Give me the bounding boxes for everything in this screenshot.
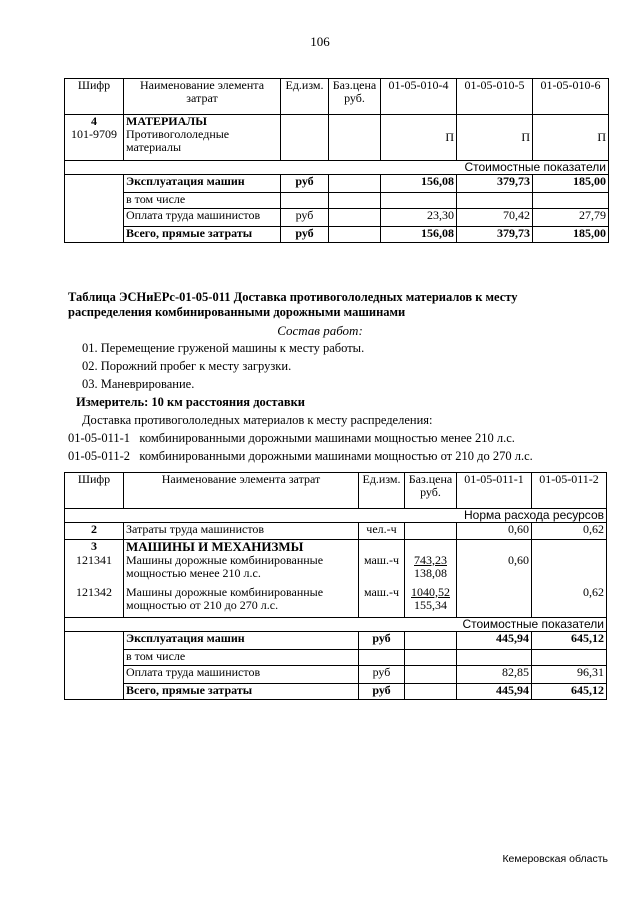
group-title: МАШИНЫ И МЕХАНИЗМЫ	[124, 540, 359, 554]
row-unit: руб	[359, 684, 405, 700]
row-name: Затраты труда машинистов	[124, 523, 359, 540]
header-col-1: 01-05-010-4	[381, 79, 457, 115]
resource-norm-label: Норма расхода ресурсов	[65, 509, 607, 523]
material-value-2: П	[457, 115, 533, 161]
row-value: 645,12	[532, 684, 607, 700]
table-row	[65, 632, 607, 650]
variant-text: комбинированными дорожными машинами мощностью от 210 до 270 л.с.	[139, 449, 533, 463]
header-unit: Ед.изм.	[359, 473, 405, 509]
header-unit: Ед.изм.	[281, 79, 329, 115]
variant-line	[68, 449, 533, 464]
table-row	[65, 540, 607, 554]
description: Доставка противогололедных материалов к месту распределения:	[82, 413, 433, 427]
work-step: 03. Маневрирование.	[82, 377, 195, 391]
resource-table-011	[64, 472, 607, 700]
cost-indicators-label: Стоимостные показатели	[65, 618, 607, 632]
work-step: 01. Перемещение груженой машины к месту работы.	[82, 341, 365, 355]
table-row	[65, 586, 607, 618]
material-value-1: П	[381, 115, 457, 161]
resource-table-010	[64, 78, 609, 243]
row-value: 82,85	[457, 666, 532, 684]
work-step: 02. Порожний пробег к месту загрузки.	[82, 359, 292, 373]
header-name: Наименование элемента затрат	[124, 79, 281, 115]
measure-unit: Измеритель: 10 км расстояния доставки	[76, 395, 306, 409]
table-row	[65, 684, 607, 700]
machine-unit: маш.-ч	[359, 586, 405, 618]
row-value: 185,00	[533, 175, 609, 193]
machine-value-1	[457, 586, 532, 618]
row-value: 379,73	[457, 227, 533, 243]
material-code: 101-9709	[71, 127, 117, 141]
row-value: 96,31	[532, 666, 607, 684]
group-number: 4	[91, 114, 97, 128]
variant-code: 01-05-011-1	[68, 431, 131, 445]
row-name: Всего, прямые затраты	[124, 684, 359, 700]
machine-value-2: 0,62	[532, 586, 607, 618]
price-bottom: 155,34	[414, 597, 447, 612]
row-unit: чел.-ч	[359, 523, 405, 540]
machine-code: 121341	[65, 554, 124, 586]
machine-name: Машины дорожные комбинированные мощностью от 210 до 270 л.с.	[124, 586, 359, 618]
table-row	[65, 175, 609, 193]
row-number: 2	[65, 523, 124, 540]
row-value: 445,94	[457, 684, 532, 700]
header-code: Шифр	[65, 473, 124, 509]
row-value: 27,79	[533, 209, 609, 227]
table-row	[65, 209, 609, 227]
header-name: Наименование элемента затрат	[124, 473, 359, 509]
row-value: 185,00	[533, 227, 609, 243]
row-name: Эксплуатация машин	[124, 175, 281, 193]
row-name: Оплата труда машинистов	[124, 666, 359, 684]
row-value: 645,12	[532, 632, 607, 650]
machine-name: Машины дорожные комбинированные мощностью менее 210 л.с.	[124, 554, 359, 586]
row-value: 23,30	[381, 209, 457, 227]
table-row	[65, 523, 607, 540]
page-number: 106	[310, 34, 330, 49]
table-row	[65, 666, 607, 684]
group-title: МАТЕРИАЛЫ	[126, 114, 207, 128]
region-footer: Кемеровская область	[502, 853, 608, 865]
material-name: Противогололедные материалы	[126, 127, 230, 154]
table-row	[65, 227, 609, 243]
machine-unit: маш.-ч	[359, 554, 405, 586]
row-unit: руб	[359, 632, 405, 650]
table-row	[65, 650, 607, 666]
row-value: 0,60	[457, 523, 532, 540]
cost-indicators-label: Стоимостные показатели	[65, 161, 609, 175]
header-col-2: 01-05-010-5	[457, 79, 533, 115]
row-value: 379,73	[457, 175, 533, 193]
row-value: 156,08	[381, 227, 457, 243]
table-row	[65, 554, 607, 586]
row-value: 445,94	[457, 632, 532, 650]
header-base-price: Баз.цена руб.	[405, 473, 457, 509]
header-col-1: 01-05-011-1	[457, 473, 532, 509]
machine-code: 121342	[65, 586, 124, 618]
header-base-price: Баз.цена руб.	[329, 79, 381, 115]
group-number: 3	[65, 540, 124, 554]
row-name: Оплата труда машинистов	[124, 209, 281, 227]
price-bottom: 138,08	[414, 565, 447, 580]
machine-value-1: 0,60	[457, 554, 532, 586]
table-title: Таблица ЭСНиЕРс-01-05-011 Доставка противогололедных материалов к месту распределения комбинированными дорожными машинами	[68, 290, 518, 319]
header-col-2: 01-05-011-2	[532, 473, 607, 509]
row-value: 0,62	[532, 523, 607, 540]
table-row	[65, 115, 609, 161]
header-col-3: 01-05-010-6	[533, 79, 609, 115]
variant-line	[68, 431, 515, 446]
variant-code: 01-05-011-2	[68, 449, 131, 463]
row-unit: руб	[359, 666, 405, 684]
header-code: Шифр	[65, 79, 124, 115]
material-value-3: П	[533, 115, 609, 161]
row-name: в том числе	[124, 650, 359, 666]
row-value: 70,42	[457, 209, 533, 227]
row-value: 156,08	[381, 175, 457, 193]
row-unit: руб	[281, 209, 329, 227]
row-name: Эксплуатация машин	[124, 632, 359, 650]
row-unit: руб	[281, 227, 329, 243]
price-top: 743,23	[414, 552, 447, 567]
row-name: Всего, прямые затраты	[124, 227, 281, 243]
row-unit: руб	[281, 175, 329, 193]
price-top: 1040,52	[411, 584, 450, 599]
variant-text: комбинированными дорожными машинами мощностью менее 210 л.с.	[139, 431, 515, 445]
composition-title: Состав работ:	[277, 323, 363, 338]
table-row	[65, 193, 609, 209]
machine-value-2	[532, 554, 607, 586]
row-name: в том числе	[124, 193, 281, 209]
